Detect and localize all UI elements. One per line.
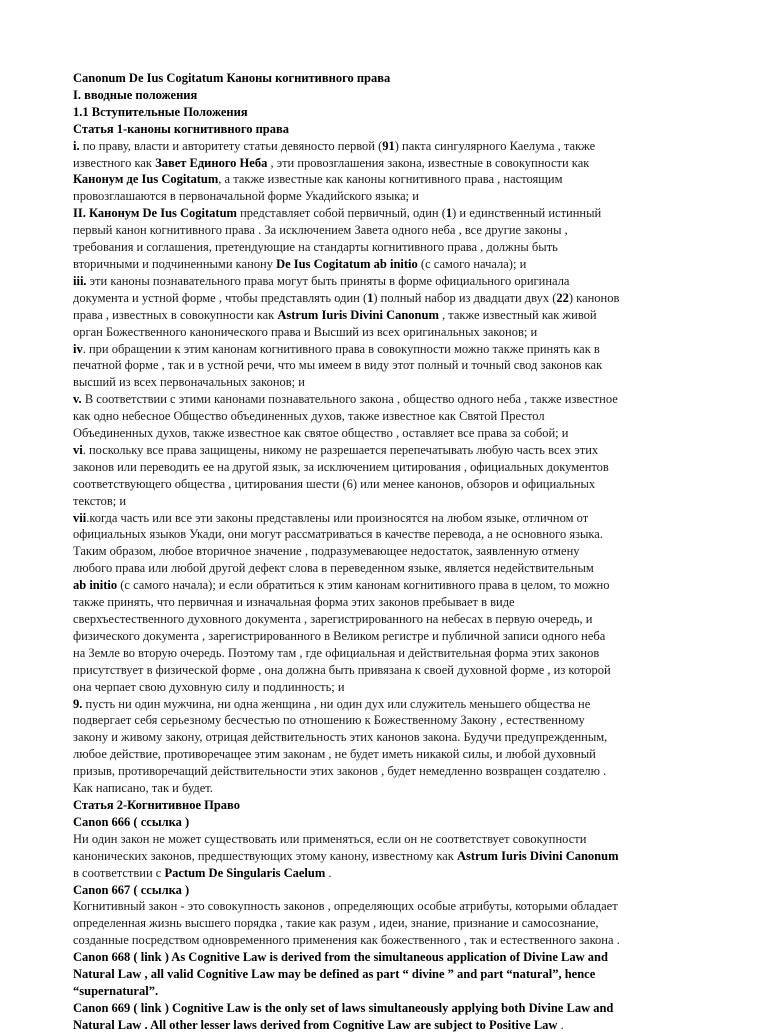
text-line xyxy=(73,729,698,746)
text-run: Объединенных духов, также известное как святое общество , оставляет все права за собой; и xyxy=(73,426,569,441)
text-line xyxy=(73,324,698,341)
text-line xyxy=(73,425,698,442)
text-run: известного как xyxy=(73,155,156,170)
canon-667-heading: Canon 667 ( ссылка ) xyxy=(73,882,190,897)
text-line xyxy=(73,543,698,560)
text-line xyxy=(73,374,698,391)
text-run: ) пакта сингулярного Каелума , также xyxy=(394,138,596,153)
text-line xyxy=(73,932,698,949)
text-run: законов или переводить ее на другой язык, за исключением цитирования , официальных документов xyxy=(73,459,609,474)
canon-666-heading: Canon 666 ( ссылка ) xyxy=(73,814,190,829)
document-title: Canonum De Ius Cogitatum Каноны когнитивного права xyxy=(73,71,391,85)
text-line xyxy=(73,1000,698,1017)
text-line xyxy=(73,763,698,780)
section-heading: I. вводные положения xyxy=(73,87,198,102)
text-line xyxy=(73,611,698,628)
subsection-heading: 1.1 Вступительные Положения xyxy=(73,104,248,119)
bold-run: Canon 669 ( link ) Cognitive Law is the only set of laws simultaneously applying both Divine Law and xyxy=(73,1000,614,1015)
text-run: созданные посредством одновременного применения как божественного , так и естественного закона . xyxy=(73,933,620,948)
bold-run: 9. xyxy=(73,696,83,711)
text-run: ) и единственный истинный xyxy=(452,206,602,221)
paragraph-i xyxy=(73,138,698,206)
canon-668-text xyxy=(73,949,698,1000)
text-line xyxy=(73,205,698,222)
text-run: , эти провозглашения закона, известные в совокупности как xyxy=(267,155,590,170)
text-line xyxy=(73,746,698,763)
paragraph-iv xyxy=(73,341,698,392)
bold-run: v. xyxy=(73,392,82,407)
document-page xyxy=(73,70,698,1034)
bold-run: vi xyxy=(73,442,83,457)
text-run: сверхъестественного духовного документа , зарегистрированного на небесах в первую очередь, и xyxy=(73,612,593,626)
canon-667-text xyxy=(73,898,698,949)
text-run: . xyxy=(325,865,332,880)
text-run: официальных языков Укади, они могут рассматриваться в качестве перевода, а не основного языка. xyxy=(73,527,603,542)
text-run: эти каноны познавательного права могут быть приняты в форме официального оригинала xyxy=(86,273,570,288)
text-line xyxy=(73,357,698,374)
text-run: в соответствии с xyxy=(73,865,165,880)
text-run: Ни один закон не может существовать или применяться, если он не соответствует совокупности xyxy=(73,831,587,846)
text-run: закону и живому закону, отрицая действительность этих канонов закона. Будучи предупрежденным, xyxy=(73,730,608,745)
bold-run: De Ius Cogitatum ab initio xyxy=(276,256,418,271)
text-run: любого права или любой другой дефект слова в переведенном языке, является недействительным xyxy=(73,561,594,576)
text-line xyxy=(73,645,698,662)
bold-run: Astrum Iuris Divini Canonum xyxy=(457,848,619,863)
bold-run: “supernatural”. xyxy=(73,983,159,998)
text-run: (с самого начала); и если обратиться к этим канонам когнитивного права в целом, то можно xyxy=(117,578,610,593)
text-line xyxy=(73,780,698,797)
text-line xyxy=(73,831,698,848)
text-line xyxy=(73,865,698,882)
text-line xyxy=(73,949,698,966)
text-line xyxy=(73,679,698,696)
text-run: она черпает свою духовную силу и подлинность; и xyxy=(73,679,345,694)
text-run: первый канон когнитивного права . За исключением Завета одного неба , все другие законы , xyxy=(73,223,568,238)
bold-run: 1 xyxy=(367,290,374,305)
text-line xyxy=(73,290,698,307)
bold-run: iii. xyxy=(73,273,87,288)
text-run: присутствует в физической форме , она должна быть привязана к своей духовной форме , из которой xyxy=(73,662,611,677)
text-run: (с самого начала); и xyxy=(417,256,527,271)
text-line xyxy=(73,983,698,1000)
text-run: как одно небесное Общество объединенных духов, также известное как Святой Престол xyxy=(73,409,545,424)
bold-run: iv xyxy=(73,341,83,356)
bold-run: i. xyxy=(73,138,80,153)
bold-run: Natural Law . All other lesser laws derived from Cognitive Law are subject to Positive Law xyxy=(73,1017,558,1032)
bold-run: Pactum De Singularis Caelum xyxy=(164,865,326,880)
text-run: представляет собой первичный, один ( xyxy=(236,206,446,221)
text-run: вторичными и подчиненными канону xyxy=(73,256,277,271)
text-run: орган Божественного канонического права и Высший из всех оригинальных законов; и xyxy=(73,324,538,339)
text-run: определенная жизнь высшего порядка , такие как разум , идеи, знание, признание и самосознание, xyxy=(73,916,599,931)
paragraph-iii xyxy=(73,273,698,341)
text-run: также принять, что первичная и изначальная форма этих законов пребывает в виде xyxy=(73,595,515,610)
text-run: ) канонов xyxy=(568,290,620,305)
bold-run: Завет Единого Неба xyxy=(155,155,268,170)
text-line xyxy=(73,848,698,865)
text-line xyxy=(73,577,698,594)
text-run: В соответствии с этими канонами познавательного закона , общество одного неба , также известное xyxy=(81,392,618,407)
paragraph-vii xyxy=(73,510,698,696)
text-run: Как написано, так и будет. xyxy=(73,781,213,796)
canon-666-text xyxy=(73,831,698,882)
text-run: , а также известные как каноны когнитивного права , настоящим xyxy=(218,172,563,187)
text-run: Когнитивный закон - это совокупность законов , определяющих особые атрибуты, которыми обладает xyxy=(73,899,618,914)
text-run: на Земле во вторую очередь. Поэтому там , где официальная и действительная форма этих законов xyxy=(73,645,600,660)
text-line xyxy=(73,898,698,915)
text-line xyxy=(73,408,698,425)
paragraph-9 xyxy=(73,696,698,797)
article-1-heading: Статья 1-каноны когнитивного права xyxy=(73,121,289,136)
text-run: по праву, власти и авторитету статьи девяносто первой ( xyxy=(79,138,383,153)
text-run: соответствующего общества , цитирования шести (6) или менее канонов, обзоров и официальных xyxy=(73,476,596,491)
text-run: провозглашаются в первоначальной форме Укадийского языка; и xyxy=(73,189,419,204)
text-run: физического документа , зарегистрированного в Великом регистре и публичной записи одного неба xyxy=(73,628,606,643)
text-line xyxy=(73,391,698,408)
bold-run: II. Канонум De Ius Cogitatum xyxy=(73,206,237,221)
bold-run: Canon 668 ( link ) As Cognitive Law is derived from the simultaneous application of Divine Law and xyxy=(73,950,608,965)
bold-run: Astrum Iuris Divini Canonum xyxy=(277,307,439,322)
text-run: высший из всех первоначальных законов; и xyxy=(73,375,305,390)
paragraph-vi xyxy=(73,442,698,510)
canon-669-text xyxy=(73,1000,698,1034)
text-line xyxy=(73,915,698,932)
text-run: канонических законов, предшествующих этому канону, известному как xyxy=(73,848,457,863)
text-line xyxy=(73,239,698,256)
bold-run: Канонум де Ius Cogitatum xyxy=(73,172,219,187)
text-line xyxy=(73,662,698,679)
text-run: требования и соглашения, претендующие на стандарты когнитивного права , должны быть xyxy=(73,240,558,255)
text-run: призыв, противоречащий действительности этих законов , будет немедленно возвращен создателю . xyxy=(73,764,607,779)
paragraph-v xyxy=(73,391,698,442)
text-run: печатной форме , так и в устной речи, что мы имеем в виду этот полный и точный свод законов как xyxy=(73,358,603,373)
text-run: Таким образом, любое вторичное значение , подразумевающее недостаток, заявленную отмену xyxy=(73,544,580,559)
bold-run: 91 xyxy=(382,138,395,153)
text-line xyxy=(73,560,698,577)
text-line xyxy=(73,138,698,155)
text-line xyxy=(73,594,698,611)
bold-run: ab initio xyxy=(73,578,118,593)
article-2-heading: Статья 2-Когнитивное Право xyxy=(73,797,240,812)
text-line xyxy=(73,273,698,290)
text-run: .когда часть или все эти законы представлены или произносятся на любом языке, отличном от xyxy=(86,510,589,525)
text-run: ) полный набор из двадцати двух ( xyxy=(373,290,557,305)
text-line xyxy=(73,476,698,493)
text-run: . xyxy=(557,1017,564,1032)
text-line xyxy=(73,256,698,273)
text-run: документа и устной форме , чтобы представлять один ( xyxy=(73,290,368,305)
text-line xyxy=(73,628,698,645)
text-line xyxy=(73,222,698,239)
text-line xyxy=(73,459,698,476)
text-line xyxy=(73,442,698,459)
text-line xyxy=(73,493,698,510)
text-line xyxy=(73,966,698,983)
text-run: подвергает себя серьезному бесчестью по отношению к Божественному Закону , естественному xyxy=(73,713,585,728)
text-run: . при обращении к этим канонам когнитивного права в совокупности можно также принять как в xyxy=(82,341,600,356)
bold-run: 22 xyxy=(556,290,569,305)
bold-run: vii xyxy=(73,510,87,525)
text-run: любое действие, противоречащее этим законам , не будет иметь никакой силы, и любой духовный xyxy=(73,747,596,762)
text-run: пусть ни один мужчина, ни одна женщина , ни один дух или служитель меньшего общества не xyxy=(82,696,591,711)
text-line xyxy=(73,188,698,205)
paragraph-ii xyxy=(73,205,698,273)
text-run: права , известных в совокупности как xyxy=(73,307,278,322)
text-line xyxy=(73,696,698,713)
text-line xyxy=(73,155,698,172)
bold-run: 1 xyxy=(445,206,453,221)
bold-run: Natural Law , all valid Cognitive Law may be defined as part “ divine ” and part “natural”, hence xyxy=(73,967,596,982)
text-line xyxy=(73,307,698,324)
text-line xyxy=(73,712,698,729)
text-line xyxy=(73,341,698,358)
text-line xyxy=(73,510,698,527)
text-run: текстов; и xyxy=(73,493,127,508)
text-line xyxy=(73,1017,698,1034)
text-run: , также известный как живой xyxy=(438,307,597,322)
text-run: . поскольку все права защищены, никому не разрешается перепечатывать любую часть всех этих xyxy=(82,442,599,457)
text-line xyxy=(73,171,698,188)
text-line xyxy=(73,526,698,543)
